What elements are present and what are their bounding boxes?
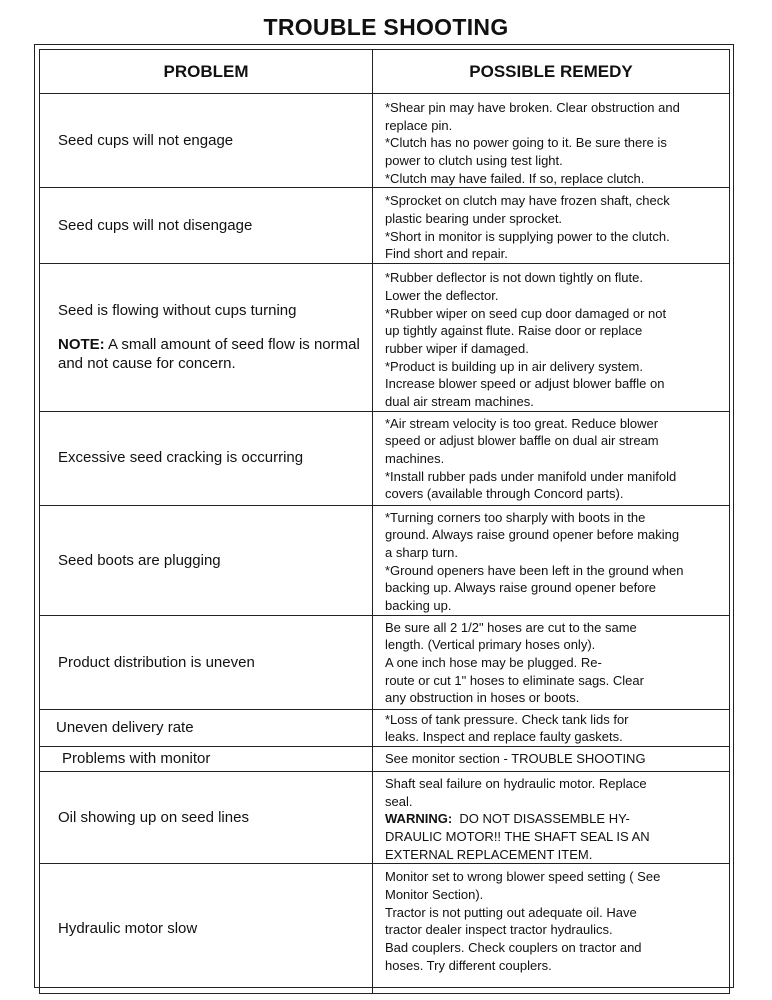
remedy-line: machines. [385,451,445,467]
remedy-cell [373,411,730,505]
remedy-cell [373,615,730,709]
remedy-line: rubber wiper if damaged. [385,341,529,357]
remedy-line: *Sprocket on clutch may have frozen shaft, check [385,193,670,209]
remedy-cell [373,864,730,994]
remedy-line: speed or adjust blower baffle on dual air stream [385,433,659,449]
troubleshooting-table [39,49,730,994]
remedy-line: a sharp turn. [385,545,458,561]
remedy-cell [373,772,730,864]
remedy-line: Monitor Section). [385,887,484,903]
warning-text: DO NOT DISASSEMBLE HY- [452,811,630,827]
warning-line: DRAULIC MOTOR!! THE SHAFT SEAL IS AN [385,829,650,845]
note-text [58,335,362,374]
remedy-line: covers (available through Concord parts). [385,486,624,502]
table-row [40,747,730,772]
problem-cell: Seed boots are plugging [40,505,373,615]
remedy-line: *Shear pin may have broken. Clear obstruction and [385,100,680,115]
remedy-line: A one inch hose may be plugged. Re- [385,655,602,671]
remedy-line: plastic bearing under sprocket. [385,211,563,227]
remedy-line: length. (Vertical primary hoses only). [385,637,596,653]
note-label: NOTE: [58,335,105,353]
problem-cell: Seed cups will not engage [40,94,373,188]
remedy-line: Be sure all 2 1/2" hoses are cut to the same [385,619,637,635]
table-row [40,772,730,864]
table-row [40,864,730,994]
remedy-line: Bad couplers. Check couplers on tractor and [385,940,642,956]
remedy-line: Increase blower speed or adjust blower baffle on [385,376,665,392]
remedy-line: *Clutch has no power going to it. Be sure there is [385,135,667,151]
remedy-line: dual air stream machines. [385,394,534,410]
remedy-line: hoses. Try different couplers. [385,957,552,973]
warning-line [385,810,723,828]
remedy-header: POSSIBLE REMEDY [373,50,730,94]
remedy-cell [373,505,730,615]
remedy-line: power to clutch using test light. [385,153,563,169]
remedy-line: *Install rubber pads under manifold under manifold [385,468,677,484]
remedy-line: backing up. Always raise ground opener before [385,580,657,596]
remedy-line: route or cut 1" hoses to eliminate sags. Clear [385,672,644,688]
note-body: A small amount of seed flow is normal and not cause for concern. [58,335,360,373]
warning-label: WARNING: [385,811,453,827]
remedy-cell [373,709,730,746]
remedy-line: any obstruction in hoses or boots. [385,690,580,706]
remedy-line: up tightly against flute. Raise door or replace [385,323,643,339]
remedy-line: See monitor section - TROUBLE SHOOTING [385,751,646,767]
remedy-line: Shaft seal failure on hydraulic motor. Replace [385,776,647,792]
problem-cell: Problems with monitor [40,747,373,772]
remedy-line: *Product is building up in air delivery system. [385,358,643,374]
problem-cell: Oil showing up on seed lines [40,772,373,864]
remedy-line: *Air stream velocity is too great. Reduce blower [385,415,659,431]
remedy-line: *Rubber deflector is not down tightly on flute. [385,270,643,286]
problem-cell: Seed cups will not disengage [40,188,373,264]
table-row [40,411,730,505]
remedy-line: *Short in monitor is supplying power to the clutch. [385,228,670,244]
page-title: TROUBLE SHOOTING [263,14,509,40]
table-row [40,264,730,411]
remedy-line: ground. Always raise ground opener before making [385,527,680,543]
remedy-cell [373,188,730,264]
table-row [40,94,730,188]
remedy-line: Tractor is not putting out adequate oil. Have [385,904,637,920]
remedy-line: backing up. [385,598,452,614]
table-row [40,615,730,709]
remedy-line: Lower the deflector. [385,288,499,304]
table-row [40,505,730,615]
remedy-line: *Rubber wiper on seed cup door damaged or not [385,305,667,321]
remedy-line: tractor dealer inspect tractor hydraulics. [385,922,613,938]
problem-cell: Excessive seed cracking is occurring [40,411,373,505]
table-row [40,188,730,264]
remedy-line: *Turning corners too sharply with boots in the [385,509,646,525]
remedy-line: replace pin. [385,117,453,133]
remedy-line: Find short and repair. [385,246,508,262]
remedy-cell [373,94,730,188]
problem-cell: Hydraulic motor slow [40,864,373,994]
header-row [40,50,730,94]
remedy-line: Monitor set to wrong blower speed setting ( See [385,869,661,885]
table-row [40,709,730,746]
remedy-line: *Clutch may have failed. If so, replace clutch. [385,170,645,186]
problem-cell: Product distribution is uneven [40,615,373,709]
remedy-cell [373,264,730,411]
problem-cell [40,264,373,411]
warning-line: EXTERNAL REPLACEMENT ITEM. [385,846,593,862]
problem-text: Seed is flowing without cups turning [58,302,297,320]
remedy-line: *Ground openers have been left in the ground when [385,562,684,578]
problem-cell: Uneven delivery rate [40,709,373,746]
remedy-cell [373,747,730,772]
remedy-line: seal. [385,793,413,809]
remedy-line: leaks. Inspect and replace faulty gaskets. [385,729,623,745]
remedy-line: *Loss of tank pressure. Check tank lids for [385,711,629,727]
problem-header: PROBLEM [40,50,373,94]
